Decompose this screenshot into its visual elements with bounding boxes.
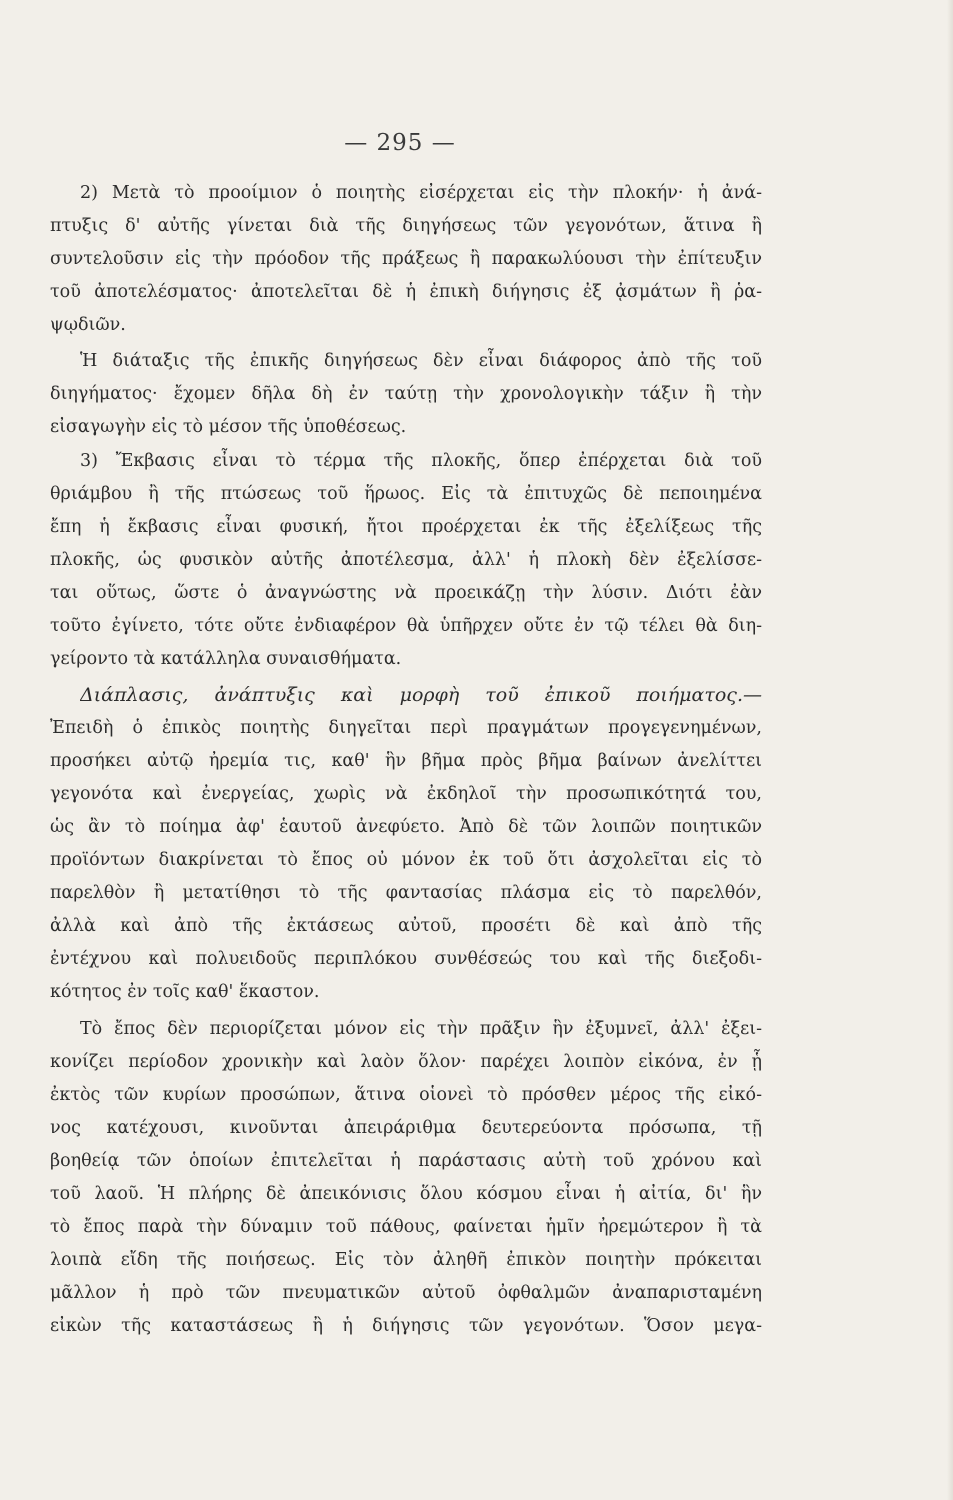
text-line: λοιπὰ εἴδη τῆς ποιήσεως. Εἰς τὸν ἀληθῆ ἐπικὸν ποιητὴν πρόκειται xyxy=(50,1250,762,1270)
text-line: ται οὕτως, ὥστε ὁ ἀναγνώστης νὰ προεικάζῃ τὴν λύσιν. Διότι ἐὰν xyxy=(50,583,762,603)
text-line: κονίζει περίοδον χρονικὴν καὶ λαὸν ὅλον· παρέχει λοιπὸν εἰκόνα, ἐν ᾗ xyxy=(50,1052,762,1072)
text-line: παρελθὸν ἢ μετατίθησι τὸ τῆς φαντασίας πλάσμα εἰς τὸ παρελθόν, xyxy=(50,883,762,903)
text-line: γεγονότα καὶ ἐνεργείας, χωρὶς νὰ ἐκδηλοῖ τὴν προσωπικότητά του, xyxy=(50,784,762,804)
text-line: 3) Ἔκβασις εἶναι τὸ τέρμα τῆς πλοκῆς, ὅπερ ἐπέρχεται διὰ τοῦ xyxy=(80,451,762,471)
text-line: πλοκῆς, ὡς φυσικὸν αὐτῆς ἀποτέλεσμα, ἀλλ' ἡ πλοκὴ δὲν ἐξελίσσε- xyxy=(50,550,762,570)
text-line: εἰσαγωγὴν εἰς τὸ μέσον τῆς ὑποθέσεως. xyxy=(50,417,407,437)
text-line: τοῦ λαοῦ. Ἡ πλήρης δὲ ἀπεικόνισις ὅλου κόσμου εἶναι ἡ αἰτία, δι' ἣν xyxy=(50,1184,762,1204)
text-line: ἔπη ἡ ἔκβασις εἶναι φυσική, ἤτοι προέρχεται ἐκ τῆς ἐξελίξεως τῆς xyxy=(50,517,762,537)
text-line: γείροντο τὰ κατάλληλα συναισθήματα. xyxy=(50,649,402,669)
text-line: βοηθείᾳ τῶν ὁποίων ἐπιτελεῖται ἡ παράστασις αὐτὴ τοῦ χρόνου καὶ xyxy=(50,1151,762,1171)
text-line: διηγήματος· ἔχομεν δῆλα δὴ ἐν ταύτῃ τὴν χρονολογικὴν τάξιν ἢ τὴν xyxy=(50,384,762,404)
text-line: τοῦτο ἐγίνετο, τότε οὔτε ἐνδιαφέρον θὰ ὑπῆρχεν οὔτε ἐν τῷ τέλει θὰ διη- xyxy=(50,616,762,636)
text-line: νος κατέχουσι, κινοῦνται ἀπειράριθμα δευτερεύοντα πρόσωπα, τῇ xyxy=(50,1118,762,1138)
text-line: Ἐπειδὴ ὁ ἐπικὸς ποιητὴς διηγεῖται περὶ πραγμάτων προγεγενημένων, xyxy=(50,718,762,738)
text-line: ἐντέχνου καὶ πολυειδοῦς περιπλόκου συνθέσεώς του καὶ τῆς διεξοδι- xyxy=(50,949,762,969)
text-line: συντελοῦσιν εἰς τὴν πρόοδον τῆς πράξεως ἢ παρακωλύουσι τὴν ἐπίτευξιν xyxy=(50,249,762,269)
text-line: 2) Μετὰ τὸ προοίμιον ὁ ποιητὴς εἰσέρχεται εἰς τὴν πλοκήν· ἡ ἀνά- xyxy=(80,183,762,203)
text-line: πτυξις δ' αὐτῆς γίνεται διὰ τῆς διηγήσεως τῶν γεγονότων, ἅτινα ἢ xyxy=(50,216,762,236)
text-line: προϊόντων διακρίνεται τὸ ἔπος οὐ μόνον ἐκ τοῦ ὅτι ἀσχολεῖται εἰς τὸ xyxy=(50,850,762,870)
section-heading: Διάπλασις, ἀνάπτυξις καὶ μορφὴ τοῦ ἐπικοῦ ποιήματος.— xyxy=(80,684,762,706)
text-line: προσήκει αὐτῷ ἠρεμία τις, καθ' ἣν βῆμα πρὸς βῆμα βαίνων ἀνελίττει xyxy=(50,751,762,771)
text-line: μᾶλλον ἡ πρὸ τῶν πνευματικῶν αὐτοῦ ὀφθαλμῶν ἀναπαρισταμένη xyxy=(50,1283,762,1303)
text-line: εἰκὼν τῆς καταστάσεως ἢ ἡ διήγησις τῶν γεγονότων. Ὅσον μεγα- xyxy=(50,1316,762,1336)
text-line: ἐκτὸς τῶν κυρίων προσώπων, ἅτινα οἱονεὶ τὸ πρόσθεν μέρος τῆς εἰκό- xyxy=(50,1085,762,1105)
text-line: ψῳδιῶν. xyxy=(50,315,126,335)
text-line: Τὸ ἔπος δὲν περιορίζεται μόνον εἰς τὴν πρᾶξιν ἣν ἐξυμνεῖ, ἀλλ' ἐξει- xyxy=(80,1019,762,1039)
text-line: ὡς ἂν τὸ ποίημα ἀφ' ἑαυτοῦ ἀνεφύετο. Ἀπὸ δὲ τῶν λοιπῶν ποιητικῶν xyxy=(50,817,762,837)
text-line: ἀλλὰ καὶ ἀπὸ τῆς ἐκτάσεως αὐτοῦ, προσέτι δὲ καὶ ἀπὸ τῆς xyxy=(50,916,762,936)
text-line: τὸ ἔπος παρὰ τὴν δύναμιν τοῦ πάθους, φαίνεται ἡμῖν ἠρεμώτερον ἢ τὰ xyxy=(50,1217,762,1237)
text-line: τοῦ ἀποτελέσματος· ἀποτελεῖται δὲ ἡ ἐπικὴ διήγησις ἐξ ᾀσμάτων ἢ ῥα- xyxy=(50,282,762,302)
page-number: — 295 — xyxy=(344,130,456,156)
text-line: θριάμβου ἢ τῆς πτώσεως τοῦ ἥρωος. Εἰς τὰ ἐπιτυχῶς δὲ πεποιημένα xyxy=(50,484,762,504)
text-line: Ἡ διάταξις τῆς ἐπικῆς διηγήσεως δὲν εἶναι διάφορος ἀπὸ τῆς τοῦ xyxy=(80,351,762,371)
text-line: κότητος ἐν τοῖς καθ' ἕκαστον. xyxy=(50,982,320,1002)
page-edge-shadow xyxy=(947,0,953,1500)
